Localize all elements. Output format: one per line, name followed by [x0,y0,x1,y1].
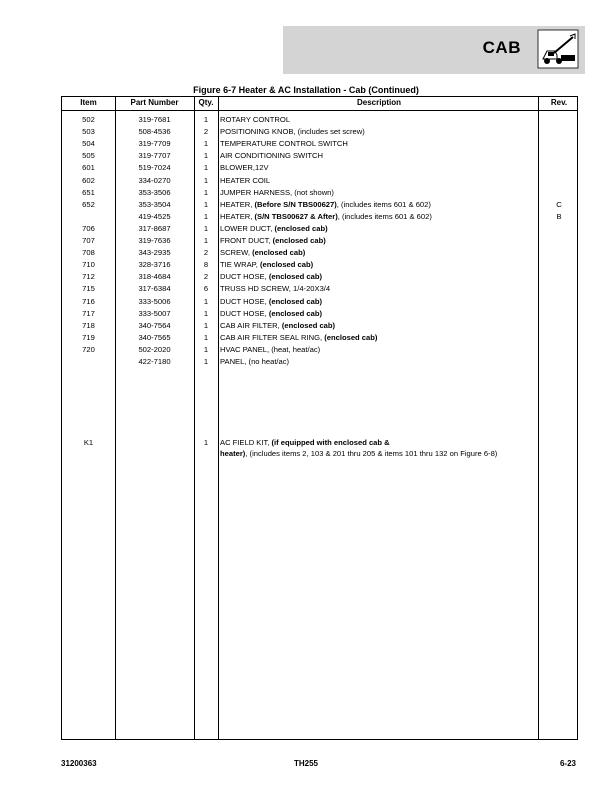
table-row [62,150,577,162]
cell-description: PANEL, (no heat/ac) [220,357,290,366]
cell-rev: C [556,199,562,209]
table-row [62,271,577,283]
cell-part-number: 419-4525 [138,211,171,221]
model-name: TH255 [293,759,318,768]
cell-qty: 1 [203,332,209,342]
table-row [62,247,577,259]
header-band [283,26,585,74]
table-row [62,356,577,368]
table-row [62,259,577,271]
cell-description: HEATER COIL [220,175,271,185]
cell-item: 716 [82,296,95,306]
cell-item: 708 [82,248,95,258]
cell-rev: B [556,211,562,221]
cell-part-number: 508-4536 [138,127,171,137]
table-row [62,332,577,344]
table-row [62,175,577,187]
cell-description: AC FIELD KIT, (if equipped with enclosed cab & heater), (includes items 2, 103 & 201 thru 205 & items 101 thru 132 on Figure 6-8) [220,438,498,458]
cell-qty: 2 [203,127,209,137]
cell-description: CAB AIR FILTER, (enclosed cab) [220,320,336,330]
cell-description: BLOWER,12V [220,163,269,173]
cell-description: TRUSS HD SCREW, 1/4-20X3/4 [220,284,331,294]
section-title: CAB [482,38,521,57]
table-row [62,296,577,308]
cell-description: POSITIONING KNOB, (includes set screw) [220,127,365,137]
cell-qty: 1 [203,438,209,447]
cell-description: ROTARY CONTROL [220,115,291,124]
cell-qty: 1 [203,308,209,318]
table-row [62,344,577,356]
cell-item: 718 [82,320,95,330]
cell-description: LOWER DUCT, (enclosed cab) [220,223,328,233]
cell-description: DUCT HOSE, (enclosed cab) [220,296,322,306]
header-item: Item [80,98,97,107]
cell-item: 706 [82,223,95,233]
cell-qty: 1 [203,163,209,173]
parts-table [61,96,578,740]
cell-qty: 1 [203,357,209,366]
cell-item: 505 [82,151,95,161]
cell-item: 707 [82,236,95,245]
table-header [62,97,577,111]
cell-qty: 6 [203,284,209,294]
cell-part-number: 353-3506 [138,187,171,197]
cell-qty: 2 [203,272,209,282]
cell-description: DUCT HOSE, (enclosed cab) [220,272,322,282]
cell-item: 504 [82,139,95,149]
cell-part-number: 353-3504 [138,199,171,209]
cell-item: 601 [82,163,95,173]
cell-qty: 1 [203,320,209,330]
cell-part-number: 422-7180 [138,357,171,366]
cab-lift-icon [537,29,579,69]
cell-description: SCREW, (enclosed cab) [220,248,306,258]
cell-qty: 1 [203,344,209,354]
cell-item: 715 [82,284,95,294]
cell-part-number: 502-2020 [138,344,171,354]
cell-item: 652 [82,199,95,209]
cell-qty: 1 [203,187,209,197]
cell-item: 651 [82,187,95,197]
cell-part-number: 340-7564 [138,320,171,330]
table-row [62,308,577,320]
cell-item: 719 [82,332,95,342]
table-row [62,223,577,235]
cell-item: 717 [82,308,95,318]
cell-qty: 1 [203,223,209,233]
cell-description: JUMPER HARNESS, (not shown) [220,187,334,197]
cell-part-number: 319-7707 [138,151,171,161]
cell-part-number: 343-2935 [138,248,171,258]
header-part-number: Part Number [130,98,179,107]
table-row [62,235,577,247]
cell-description: FRONT DUCT, (enclosed cab) [220,236,326,245]
doc-number: 31200363 [61,759,97,768]
cell-item: 502 [82,115,95,124]
cell-qty: 1 [203,151,209,161]
cell-part-number: 319-7681 [138,115,171,124]
cell-description: TIE WRAP, (enclosed cab) [220,260,314,270]
figure-title: Figure 6-7 Heater & AC Installation - Cab (Continued) [193,85,419,95]
table-row [62,199,577,211]
cell-part-number: 328-3716 [138,260,171,270]
header-description: Description [356,98,401,107]
cell-description: HEATER, (S/N TBS00627 & After), (includes items 601 & 602) [220,211,432,221]
cell-part-number: 334-0270 [138,175,171,185]
table-row-kit [62,437,577,461]
cell-item: K1 [83,438,94,447]
cell-qty: 2 [203,248,209,258]
cell-item: 503 [82,127,95,137]
cell-description: HEATER, (Before S/N TBS00627), (includes items 601 & 602) [220,199,431,209]
cell-part-number: 333-5007 [138,308,171,318]
cell-item: 712 [82,272,95,282]
table-row [62,320,577,332]
cell-item: 710 [82,260,95,270]
table-row [62,283,577,295]
cell-qty: 1 [203,115,209,124]
cell-qty: 1 [203,296,209,306]
cell-qty: 1 [203,139,209,149]
table-row [62,187,577,199]
header-qty: Qty. [198,98,214,107]
cell-description: DUCT HOSE, (enclosed cab) [220,308,322,318]
cell-part-number: 340-7565 [138,332,171,342]
cell-description: TEMPERATURE CONTROL SWITCH [220,139,348,149]
cell-part-number: 319-7636 [138,236,171,245]
cell-part-number: 333-5006 [138,296,171,306]
cell-part-number: 317-6384 [138,284,171,294]
table-row [62,138,577,150]
cell-qty: 8 [203,260,209,270]
cell-item: 602 [82,175,95,185]
cell-description: CAB AIR FILTER SEAL RING, (enclosed cab) [220,332,378,342]
table-row [62,162,577,174]
cell-qty: 1 [203,236,209,245]
table-row [62,114,577,126]
table-row [62,126,577,138]
cell-description: AIR CONDITIONING SWITCH [220,151,323,161]
cell-part-number: 317-8687 [138,223,171,233]
cell-item: 720 [82,344,95,354]
cell-part-number: 319-7709 [138,139,171,149]
cell-part-number: 519-7024 [138,163,171,173]
cell-qty: 1 [203,199,209,209]
cell-description: HVAC PANEL, (heat, heat/ac) [220,344,321,354]
page-number: 6-23 [559,759,576,768]
cell-qty: 1 [203,211,209,221]
table-row [62,211,577,223]
cell-qty: 1 [203,175,209,185]
cell-part-number: 318-4684 [138,272,171,282]
header-rev: Rev. [550,98,568,107]
